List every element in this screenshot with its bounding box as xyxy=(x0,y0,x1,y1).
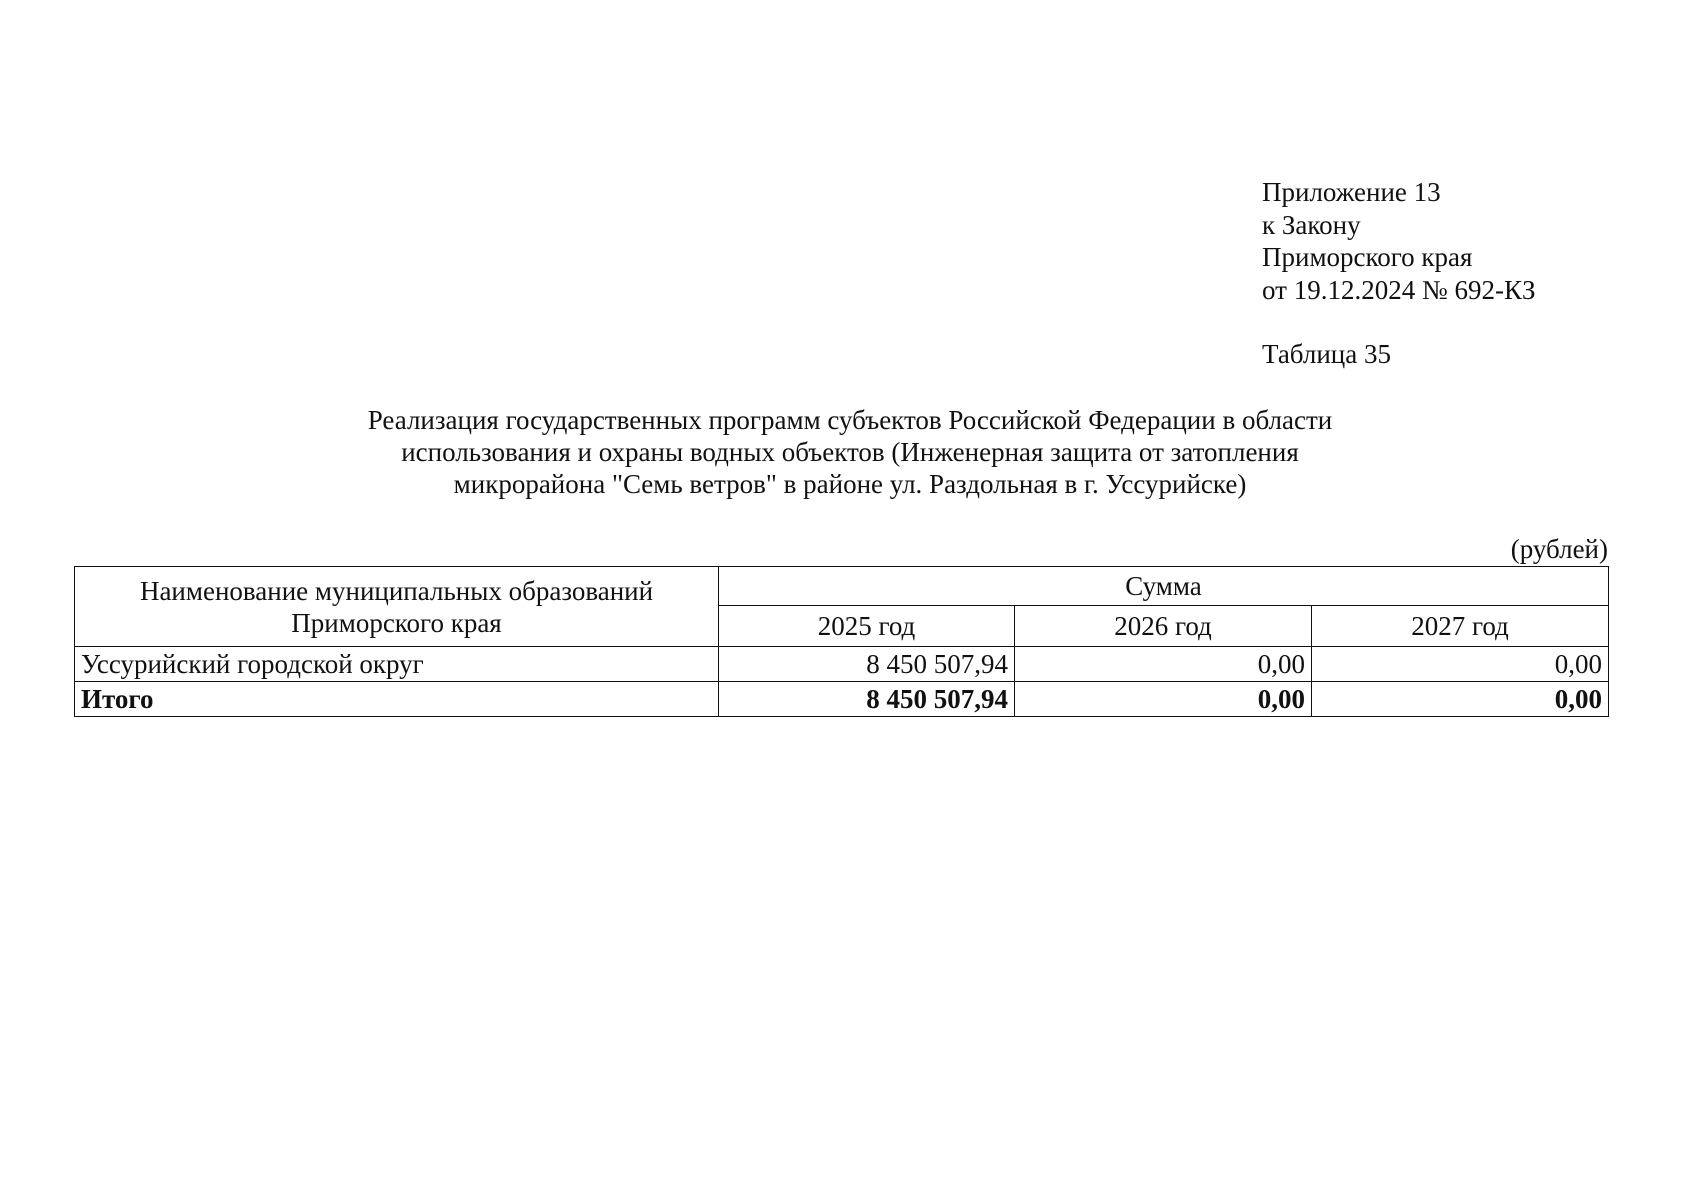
amount-2025: 8 450 507,94 xyxy=(719,647,1015,682)
appendix-block xyxy=(1262,176,1535,306)
table-number: Таблица 35 xyxy=(1262,339,1391,369)
year-header-2025: 2025 год xyxy=(719,606,1015,647)
amount-2026: 0,00 xyxy=(1015,647,1312,682)
title-line: микрорайона "Семь ветров" в районе ул. Раздольная в г. Уссурийске) xyxy=(453,469,1247,499)
appendix-line: к Закону xyxy=(1262,209,1361,240)
document-title xyxy=(200,404,1500,500)
total-2025: 8 450 507,94 xyxy=(719,682,1015,717)
amount-2027: 0,00 xyxy=(1312,647,1609,682)
title-line: Реализация государственных программ субъектов Российской Федерации в области xyxy=(367,405,1333,435)
municipality-column-header xyxy=(75,567,719,647)
total-label: Итого xyxy=(75,682,719,717)
appendix-line: от 19.12.2024 № 692-КЗ xyxy=(1262,274,1536,305)
appendix-line: Приложение 13 xyxy=(1262,177,1441,207)
total-2027: 0,00 xyxy=(1312,682,1609,717)
appendix-line: Приморского края xyxy=(1262,242,1473,272)
title-line: использования и охраны водных объектов (Инженерная защита от затопления xyxy=(401,437,1299,467)
budget-table xyxy=(74,566,1609,717)
table-header-row xyxy=(75,567,1609,606)
total-row xyxy=(75,682,1609,717)
year-header-2027: 2027 год xyxy=(1312,606,1609,647)
header-line: Наименование муниципальных образований xyxy=(139,575,654,606)
sum-column-header: Сумма xyxy=(719,567,1609,606)
year-header-2026: 2026 год xyxy=(1015,606,1312,647)
header-line: Приморского края xyxy=(291,607,502,638)
units-label: (рублей) xyxy=(1510,534,1608,564)
total-2026: 0,00 xyxy=(1015,682,1312,717)
municipality-name: Уссурийский городской округ xyxy=(75,647,719,682)
table-row xyxy=(75,647,1609,682)
